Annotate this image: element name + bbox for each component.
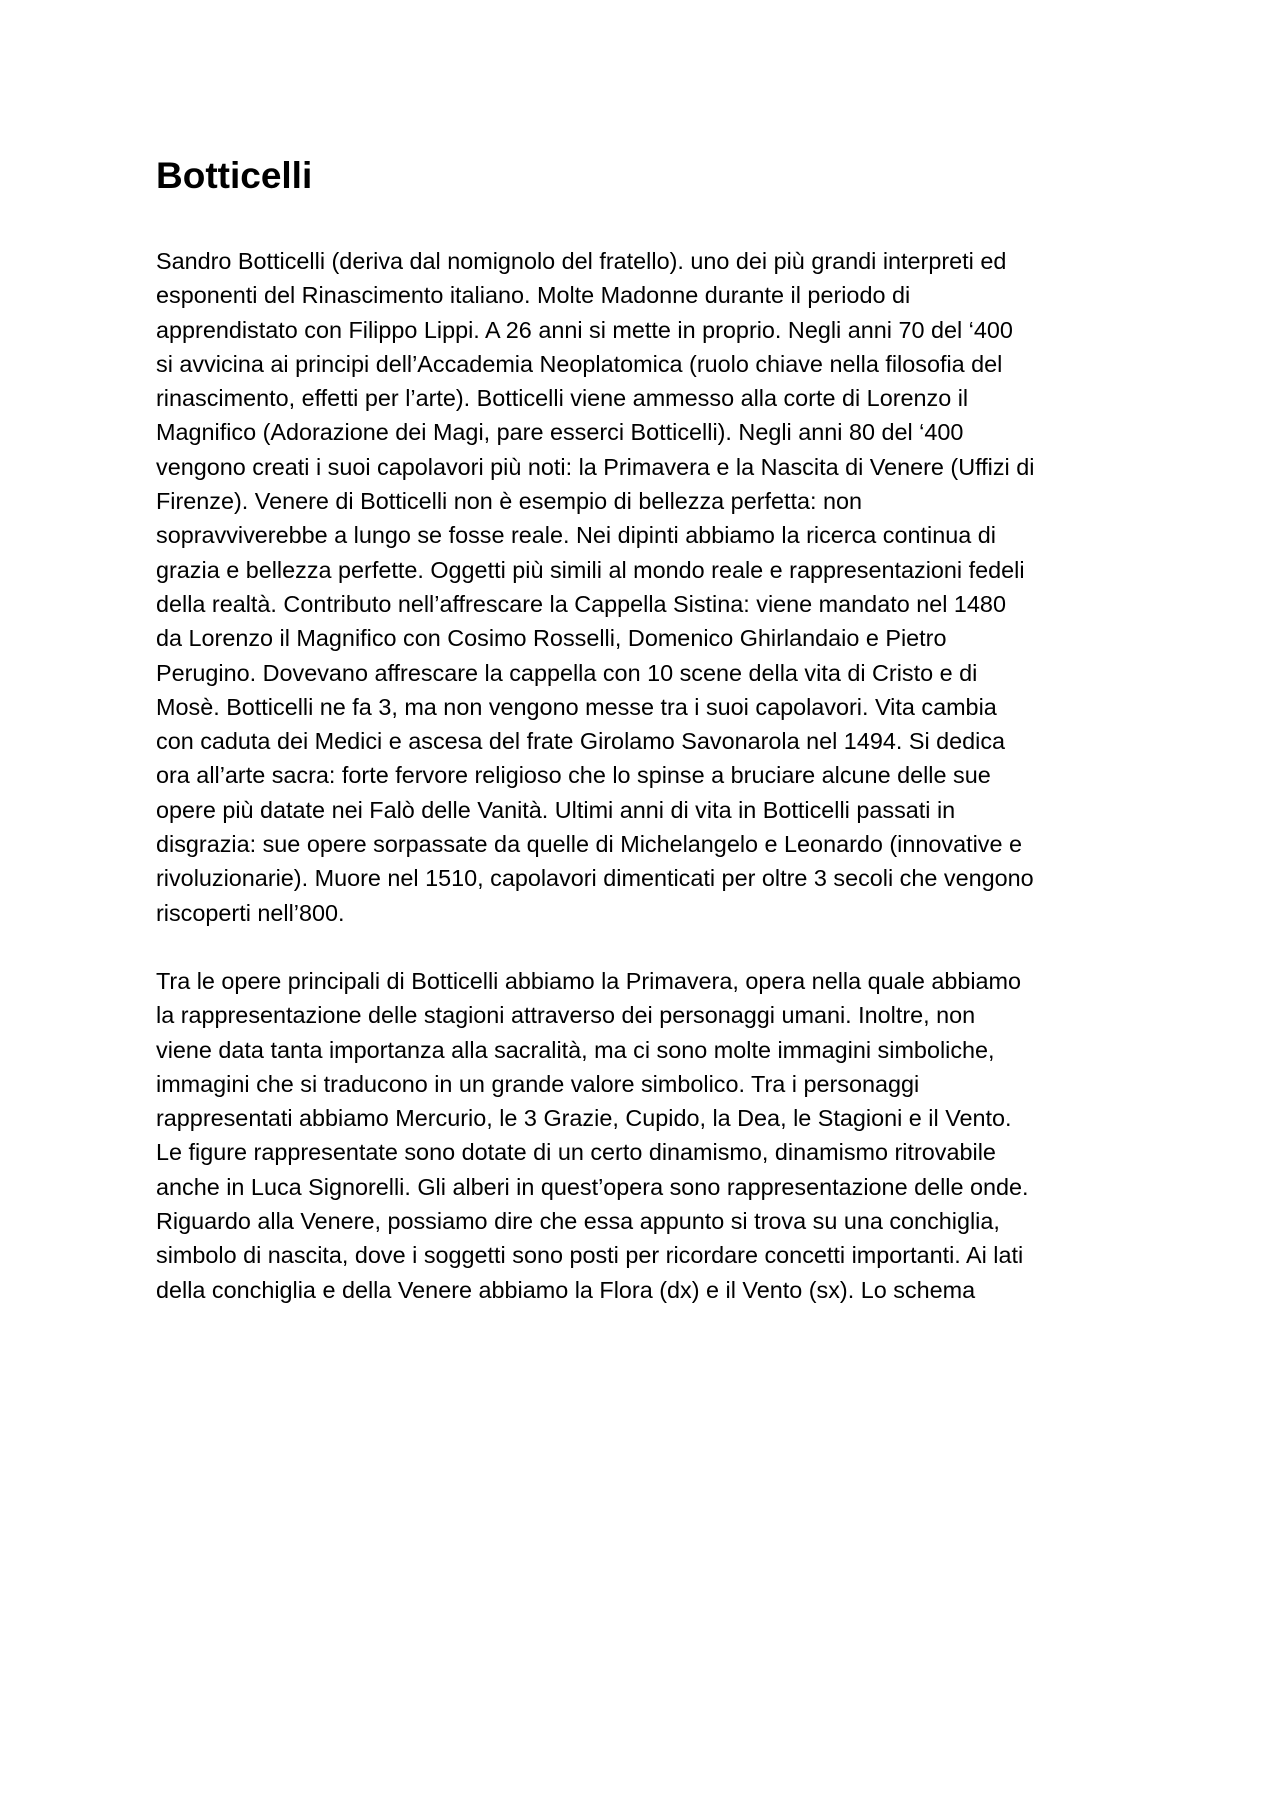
text-line: con caduta dei Medici e ascesa del frate Girolamo Savonarola nel 1494. Si dedica xyxy=(156,728,1006,755)
text-line: Perugino. Dovevano affrescare la cappella con 10 scene della vita di Cristo e di xyxy=(156,659,978,686)
text-line: rinascimento, effetti per l’arte). Botticelli viene ammesso alla corte di Lorenzo il xyxy=(156,385,969,412)
text-line: grazia e bellezza perfette. Oggetti più simili al mondo reale e rappresentazioni fedeli xyxy=(156,556,1025,583)
text-line: sopravviverebbe a lungo se fosse reale. Nei dipinti abbiamo la ricerca continua di xyxy=(156,522,996,549)
document-title: Botticelli xyxy=(156,155,313,196)
paragraph-2 xyxy=(156,964,1136,1307)
text-line: esponenti del Rinascimento italiano. Molte Madonne durante il periodo di xyxy=(156,282,911,309)
text-line: immagini che si traducono in un grande valore simbolico. Tra i personaggi xyxy=(156,1070,920,1097)
paragraph-1 xyxy=(156,244,1136,930)
text-line: vengono creati i suoi capolavori più noti: la Primavera e la Nascita di Venere (Uffizi di xyxy=(156,453,1035,480)
text-line: della realtà. Contributo nell’affrescare la Cappella Sistina: viene mandato nel 1480 xyxy=(156,590,1006,617)
text-line: Sandro Botticelli (deriva dal nomignolo del fratello). uno dei più grandi interpreti ed xyxy=(156,248,1007,274)
text-line: della conchiglia e della Venere abbiamo la Flora (dx) e il Vento (sx). Lo schema xyxy=(156,1276,976,1303)
text-line: rivoluzionarie). Muore nel 1510, capolavori dimenticati per oltre 3 secoli che vengono xyxy=(156,865,1034,892)
text-line: viene data tanta importanza alla sacralità, ma ci sono molte immagini simboliche, xyxy=(156,1036,995,1063)
text-line: Tra le opere principali di Botticelli abbiamo la Primavera, opera nella quale abbiamo xyxy=(156,967,1022,994)
text-line: disgrazia: sue opere sorpassate da quelle di Michelangelo e Leonardo (innovative e xyxy=(156,831,1023,858)
text-line: Magnifico (Adorazione dei Magi, pare esserci Botticelli). Negli anni 80 del ‘400 xyxy=(156,419,964,446)
text-line: Firenze). Venere di Botticelli non è esempio di bellezza perfetta: non xyxy=(156,488,863,515)
text-line: riscoperti nell’800. xyxy=(156,899,345,926)
document-body xyxy=(156,152,1136,1307)
text-line: si avvicina ai principi dell’Accademia Neoplatomica (ruolo chiave nella filosofia del xyxy=(156,350,1003,377)
text-line: apprendistato con Filippo Lippi. A 26 anni si mette in proprio. Negli anni 70 del ‘400 xyxy=(156,316,1013,343)
text-line: simbolo di nascita, dove i soggetti sono posti per ricordare concetti importanti. Ai lati xyxy=(156,1242,1024,1269)
text-line: opere più datate nei Falò delle Vanità. Ultimi anni di vita in Botticelli passati in xyxy=(156,796,956,823)
text-line: anche in Luca Signorelli. Gli alberi in quest’opera sono rappresentazione delle onde. xyxy=(156,1173,1029,1200)
text-line: Le figure rappresentate sono dotate di un certo dinamismo, dinamismo ritrovabile xyxy=(156,1139,996,1166)
text-line: da Lorenzo il Magnifico con Cosimo Rosselli, Domenico Ghirlandaio e Pietro xyxy=(156,625,947,652)
text-line: Riguardo alla Venere, possiamo dire che essa appunto si trova su una conchiglia, xyxy=(156,1208,1000,1235)
text-line: Mosè. Botticelli ne fa 3, ma non vengono messe tra i suoi capolavori. Vita cambia xyxy=(156,693,997,720)
text-line: ora all’arte sacra: forte fervore religioso che lo spinse a bruciare alcune delle sue xyxy=(156,762,991,789)
text-line: la rappresentazione delle stagioni attraverso dei personaggi umani. Inoltre, non xyxy=(156,1002,976,1029)
text-line: rappresentati abbiamo Mercurio, le 3 Grazie, Cupido, la Dea, le Stagioni e il Vento. xyxy=(156,1105,1012,1132)
